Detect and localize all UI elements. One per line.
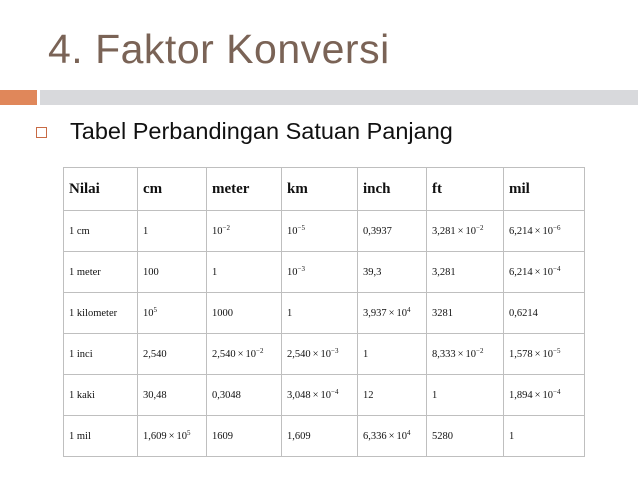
multiply-sign: ×: [457, 225, 464, 237]
header-cell: inch: [358, 168, 427, 211]
value-cell: [138, 252, 207, 293]
exponent: 5: [153, 305, 157, 314]
cell-text: 1: [143, 225, 149, 237]
cell-text: 1: [509, 430, 515, 442]
value-cell: [358, 293, 427, 334]
value-cell: [138, 211, 207, 252]
base: 10: [542, 348, 554, 360]
multiply-sign: ×: [168, 430, 175, 442]
row-label-cell: [64, 211, 138, 252]
base: 10: [143, 307, 154, 319]
slide-title: 4. Faktor Konversi: [48, 26, 390, 72]
table-row: [64, 252, 585, 293]
multiply-sign: ×: [312, 389, 319, 401]
cell-text: 1: [212, 266, 218, 278]
mantissa: 6,336: [363, 430, 387, 442]
value-cell: [207, 416, 282, 457]
base: 10: [320, 348, 332, 360]
table-header-row: [64, 168, 585, 211]
value-cell: [138, 334, 207, 375]
value-cell: [504, 293, 585, 334]
cell-text: 1,609: [287, 430, 311, 442]
row-label-cell: [64, 252, 138, 293]
base: 10: [176, 430, 188, 442]
base: 10: [465, 348, 477, 360]
value-cell: [504, 416, 585, 457]
exponent: −5: [553, 346, 561, 355]
multiply-sign: ×: [237, 348, 244, 360]
cell-text: 3281: [432, 307, 453, 319]
value-cell: [358, 252, 427, 293]
multiply-sign: ×: [388, 307, 395, 319]
cell-text: 1: [287, 307, 293, 319]
cell-text: 2,540: [143, 348, 167, 360]
cell-text: 0,3937: [363, 225, 392, 237]
cell-text: 1 inci: [69, 348, 93, 360]
cell-text: 12: [363, 389, 374, 401]
mantissa: 8,333: [432, 348, 456, 360]
value-cell: [427, 293, 504, 334]
value-cell: [282, 211, 358, 252]
value-cell: [282, 416, 358, 457]
mantissa: 6,214: [509, 266, 533, 278]
base: 10: [465, 225, 477, 237]
value-cell: [358, 211, 427, 252]
mantissa: 3,937: [363, 307, 387, 319]
value-cell: [207, 334, 282, 375]
mantissa: 1,578: [509, 348, 533, 360]
base: 10: [396, 430, 408, 442]
multiply-sign: ×: [534, 348, 541, 360]
cell-text: 1 kilometer: [69, 307, 118, 319]
table-row: [64, 293, 585, 334]
exponent: −4: [331, 387, 339, 396]
value-cell: [207, 375, 282, 416]
header-cell: meter: [207, 168, 282, 211]
mantissa: 1,894: [509, 389, 533, 401]
row-label-cell: [64, 334, 138, 375]
value-cell: [504, 334, 585, 375]
cell-text: 1 cm: [69, 225, 90, 237]
header-cell: Nilai: [64, 168, 138, 211]
value-cell: [427, 334, 504, 375]
value-cell: [358, 416, 427, 457]
base: 10: [542, 266, 554, 278]
cell-text: 1 mil: [69, 430, 91, 442]
base: 10: [542, 225, 554, 237]
cell-text: 1: [363, 348, 369, 360]
table-row: [64, 416, 585, 457]
cell-text: 3,281: [432, 266, 456, 278]
cell-text: 5280: [432, 430, 453, 442]
table-row: [64, 334, 585, 375]
base: 10: [287, 225, 298, 237]
square-bullet-icon: [36, 127, 47, 138]
exponent: −3: [331, 346, 339, 355]
conversion-table: [63, 167, 585, 457]
value-cell: [358, 334, 427, 375]
value-cell: [282, 293, 358, 334]
cell-text: 1609: [212, 430, 233, 442]
value-cell: [207, 211, 282, 252]
exponent: 4: [407, 305, 411, 314]
exponent: −4: [553, 387, 561, 396]
mantissa: 1,609: [143, 430, 167, 442]
base: 10: [542, 389, 554, 401]
row-label-cell: [64, 416, 138, 457]
value-cell: [427, 252, 504, 293]
cell-text: 1 kaki: [69, 389, 95, 401]
base: 10: [320, 389, 332, 401]
mantissa: 2,540: [287, 348, 311, 360]
exponent: −5: [297, 223, 305, 232]
value-cell: [138, 375, 207, 416]
exponent: −3: [297, 264, 305, 273]
value-cell: [282, 252, 358, 293]
multiply-sign: ×: [312, 348, 319, 360]
value-cell: [207, 252, 282, 293]
value-cell: [138, 416, 207, 457]
row-label-cell: [64, 293, 138, 334]
value-cell: [427, 375, 504, 416]
exponent: −6: [553, 223, 561, 232]
exponent: −4: [553, 264, 561, 273]
header-cell: mil: [504, 168, 585, 211]
table-row: [64, 211, 585, 252]
value-cell: [207, 293, 282, 334]
mantissa: 3,048: [287, 389, 311, 401]
header-cell: cm: [138, 168, 207, 211]
bullet-item: [36, 118, 453, 145]
base: 10: [212, 225, 223, 237]
exponent: −2: [256, 346, 264, 355]
value-cell: [282, 375, 358, 416]
value-cell: [504, 252, 585, 293]
exponent: −2: [476, 346, 484, 355]
mantissa: 3,281: [432, 225, 456, 237]
exponent: 4: [407, 428, 411, 437]
multiply-sign: ×: [534, 225, 541, 237]
exponent: 5: [187, 428, 191, 437]
value-cell: [504, 211, 585, 252]
multiply-sign: ×: [388, 430, 395, 442]
mantissa: 2,540: [212, 348, 236, 360]
value-cell: [282, 334, 358, 375]
value-cell: [358, 375, 427, 416]
table-row: [64, 375, 585, 416]
value-cell: [138, 293, 207, 334]
accent-bar: [0, 90, 37, 105]
exponent: −2: [222, 223, 230, 232]
cell-text: 1: [432, 389, 438, 401]
header-cell: km: [282, 168, 358, 211]
multiply-sign: ×: [457, 348, 464, 360]
cell-text: 0,3048: [212, 389, 241, 401]
cell-text: 1 meter: [69, 266, 101, 278]
cell-text: 30,48: [143, 389, 167, 401]
exponent: −2: [476, 223, 484, 232]
value-cell: [427, 416, 504, 457]
mantissa: 6,214: [509, 225, 533, 237]
header-cell: ft: [427, 168, 504, 211]
divider-bar: [40, 90, 638, 105]
cell-text: 100: [143, 266, 159, 278]
cell-text: 39,3: [363, 266, 382, 278]
multiply-sign: ×: [534, 389, 541, 401]
bullet-text: Tabel Perbandingan Satuan Panjang: [70, 118, 453, 144]
value-cell: [504, 375, 585, 416]
cell-text: 0,6214: [509, 307, 538, 319]
multiply-sign: ×: [534, 266, 541, 278]
base: 10: [396, 307, 408, 319]
cell-text: 1000: [212, 307, 233, 319]
base: 10: [245, 348, 257, 360]
value-cell: [427, 211, 504, 252]
row-label-cell: [64, 375, 138, 416]
base: 10: [287, 266, 298, 278]
